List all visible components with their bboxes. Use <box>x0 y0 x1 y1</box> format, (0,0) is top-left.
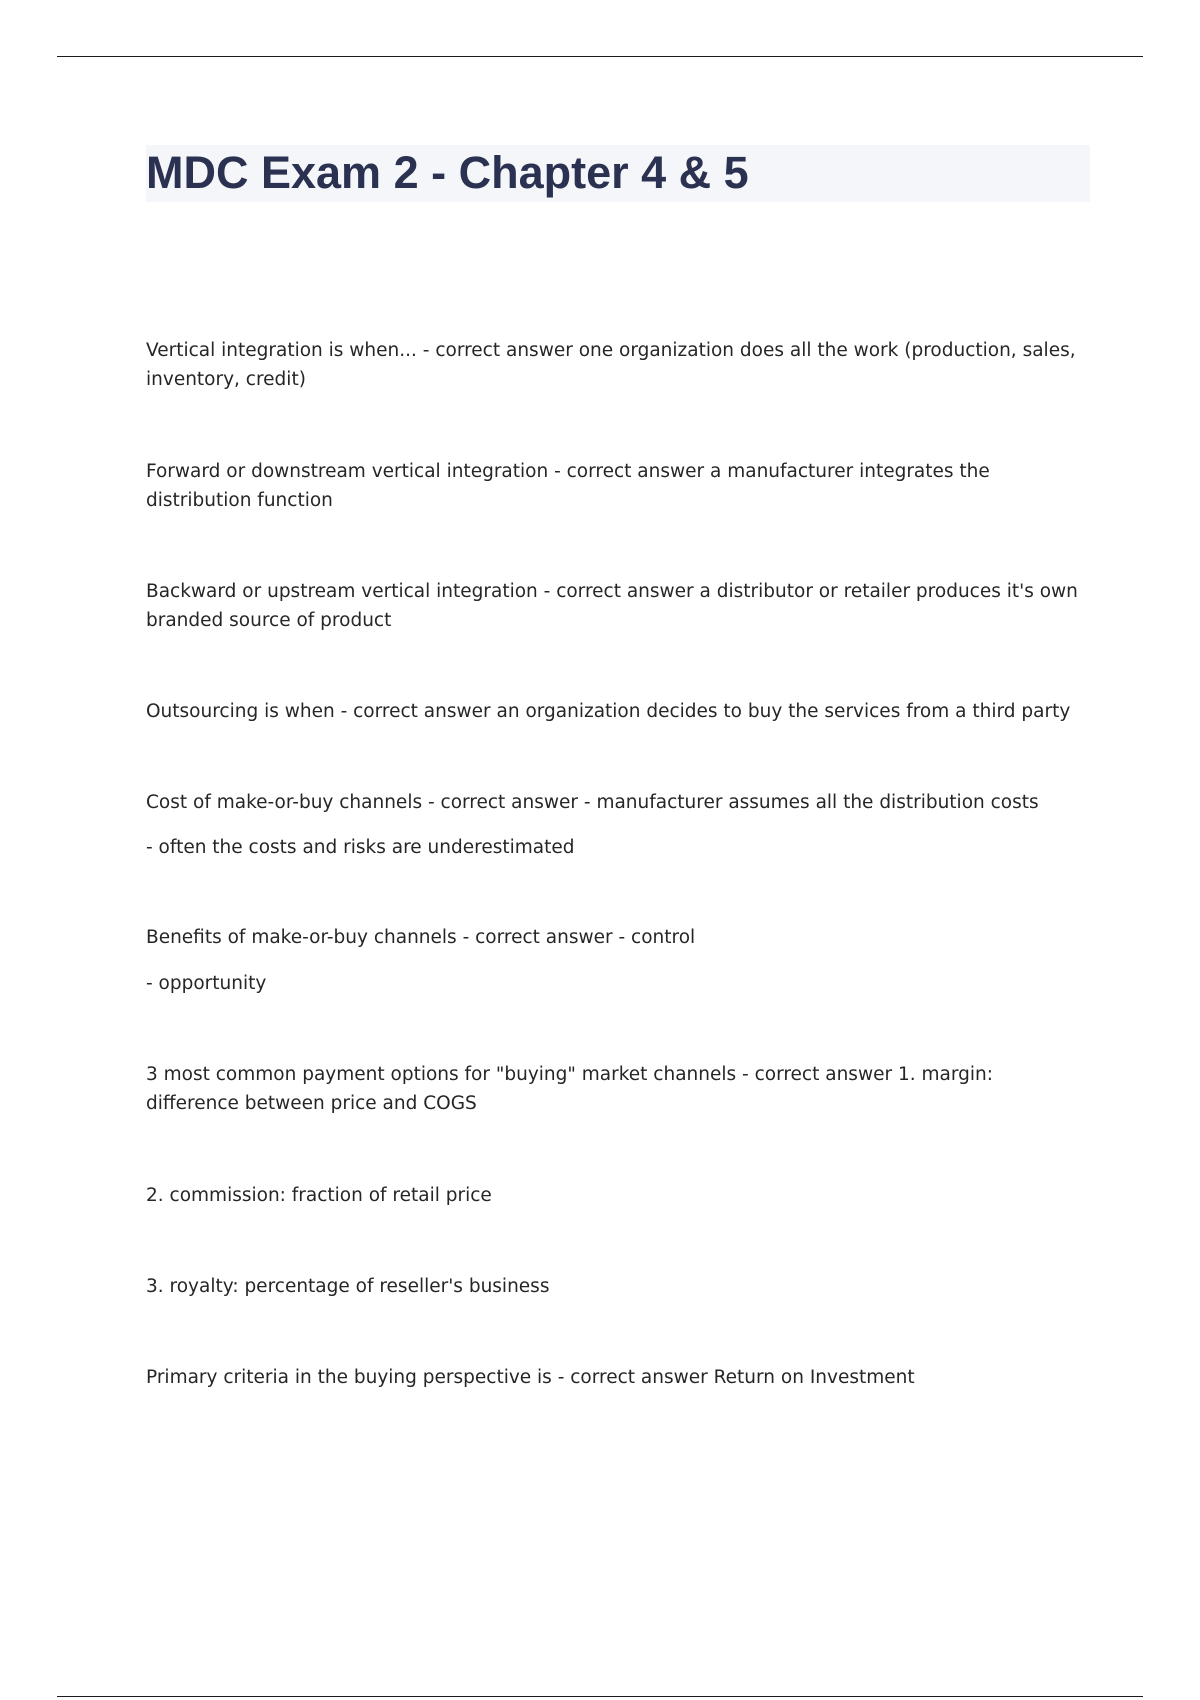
footer-rule <box>57 1696 1143 1697</box>
qa-entry-cost-continuation: - often the costs and risks are underestimated <box>146 837 575 858</box>
qa-entry-commission: 2. commission: fraction of retail price <box>146 1185 492 1206</box>
header-rule <box>57 56 1143 57</box>
page-title: MDC Exam 2 - Chapter 4 & 5 <box>146 147 749 198</box>
qa-entry-vertical-integration: Vertical integration is when... - correct answer one organization does all the work (production, sales, inventory, credit) <box>146 340 1076 390</box>
qa-entry-outsourcing: Outsourcing is when - correct answer an organization decides to buy the services from a third party <box>146 701 1071 722</box>
qa-entry-primary-criteria: Primary criteria in the buying perspective is - correct answer Return on Investment <box>146 1367 915 1388</box>
qa-entry-forward-integration: Forward or downstream vertical integration - correct answer a manufacturer integrates the distribution function <box>146 461 990 511</box>
qa-entry-benefits-continuation: - opportunity <box>146 973 267 994</box>
qa-entry-cost-make-or-buy: Cost of make-or-buy channels - correct answer - manufacturer assumes all the distribution costs <box>146 792 1039 813</box>
qa-entry-backward-integration: Backward or upstream vertical integration - correct answer a distributor or retailer produces it's own branded source of product <box>146 581 1078 631</box>
qa-entry-benefits-make-or-buy: Benefits of make-or-buy channels - correct answer - control <box>146 927 696 948</box>
qa-entry-payment-options: 3 most common payment options for "buying" market channels - correct answer 1. margin: difference between price and COGS <box>146 1064 993 1114</box>
qa-entry-royalty: 3. royalty: percentage of reseller's business <box>146 1276 550 1297</box>
